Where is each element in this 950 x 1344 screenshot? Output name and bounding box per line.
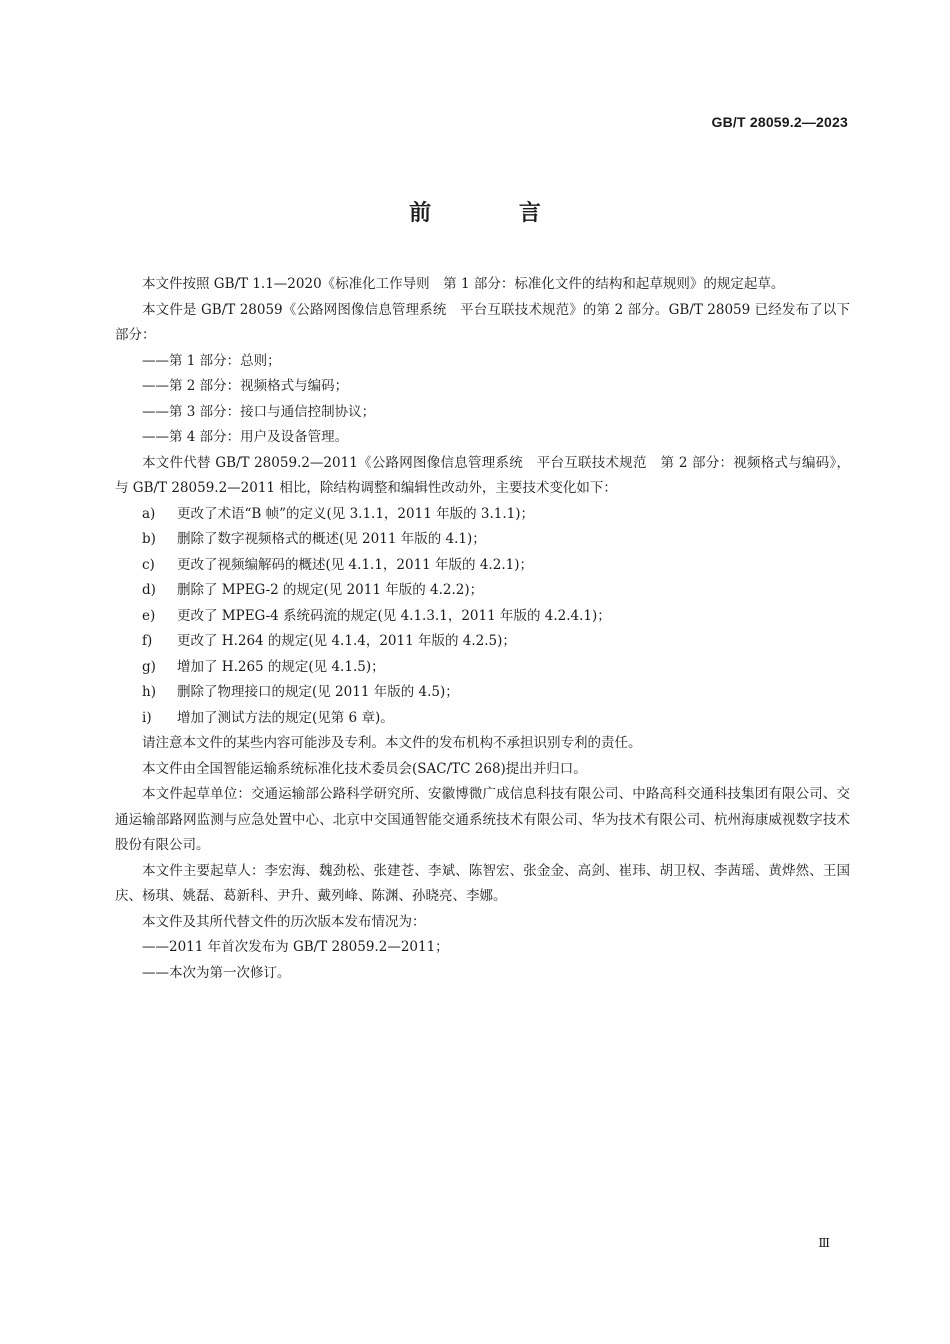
list-item-label: i) <box>142 709 152 726</box>
list-item: ——第 4 部分：用户及设备管理。 <box>142 429 349 445</box>
paragraph-drafting-units: 本文件起草单位：交通运输部公路科学研究所、安徽博微广成信息科技有限公司、中路高科交通科技集团有限公司、交通运输部路网监测与应急处置中心、北京中交国通智能交通系统技术有限公司、华为技术有限公司、杭州海康威视数字技术股份有限公司。 <box>115 786 850 853</box>
list-item <box>115 680 850 706</box>
list-item-text: 更改了 H.264 的规定(见 4.1.4，2011 年版的 4.2.5)； <box>177 633 516 649</box>
list-item-text: 增加了测试方法的规定(见第 6 章)。 <box>177 709 394 726</box>
list-item <box>115 629 850 655</box>
paragraph-replacement: 本文件代替 GB/T 28059.2—2011《公路网图像信息管理系统 平台互联技术规范 第 2 部分：视频格式与编码》，与 GB/T 28059.2—2011 相比，除结构调整和编辑性改动外，主要技术变化如下： <box>115 454 850 496</box>
list-item-label: b) <box>142 531 156 547</box>
list-item-label: e) <box>142 607 156 624</box>
list-item: ——第 1 部分：总则； <box>142 352 281 369</box>
paragraph-patent-notice: 请注意本文件的某些内容可能涉及专利。本文件的发布机构不承担识别专利的责任。 <box>142 735 642 751</box>
list-item <box>115 706 850 732</box>
list-item-label: g) <box>142 658 156 675</box>
list-item-label: c) <box>142 556 155 573</box>
list-item-label: h) <box>142 684 156 700</box>
list-item <box>115 604 850 630</box>
paragraph-drafting-rules: 本文件按照 GB/T 1.1—2020《标准化工作导则 第 1 部分：标准化文件的结构和起草规则》的规定起草。 <box>142 276 785 292</box>
list-item-text: 删除了物理接口的规定(见 2011 年版的 4.5)； <box>177 684 459 700</box>
list-item: ——2011 年首次发布为 GB/T 28059.2—2011； <box>142 939 449 955</box>
list-item <box>115 655 850 681</box>
list-item-text: 更改了 MPEG-4 系统码流的规定(见 4.1.3.1，2011 年版的 4.2.4.1)； <box>177 607 611 624</box>
list-item-text: 删除了 MPEG-2 的规定(见 2011 年版的 4.2.2)； <box>177 582 484 598</box>
list-item-label: a) <box>142 505 156 522</box>
list-item <box>115 527 850 553</box>
list-item: ——第 2 部分：视频格式与编码； <box>142 378 349 394</box>
list-item-label: d) <box>142 582 156 598</box>
document-body <box>115 272 850 986</box>
list-item-text: 更改了视频编解码的概述(见 4.1.1，2011 年版的 4.2.1)； <box>177 556 533 573</box>
document-code: GB/T 28059.2—2023 <box>711 114 848 130</box>
paragraph-series-intro: 本文件是 GB/T 28059《公路网图像信息管理系统 平台互联技术规范》的第 2 部分。GB/T 28059 已经发布了以下部分： <box>115 301 850 343</box>
list-item <box>115 578 850 604</box>
page-number: Ⅲ <box>818 1236 830 1250</box>
list-item-text: 删除了数字视频格式的概述(见 2011 年版的 4.1)； <box>177 531 486 547</box>
list-item-label: f) <box>142 633 153 649</box>
paragraph-drafters: 本文件主要起草人：李宏海、魏劲松、张建苍、李斌、陈智宏、张金金、高剑、崔玮、胡卫权、李茜瑶、黄烨然、王国庆、杨琪、姚磊、葛新科、尹升、戴列峰、陈渊、孙晓亮、李娜。 <box>115 862 850 904</box>
list-item-text: 更改了术语“B 帧”的定义(见 3.1.1，2011 年版的 3.1.1)； <box>177 505 534 522</box>
paragraph-version-history: 本文件及其所代替文件的历次版本发布情况为： <box>142 913 426 930</box>
list-item: ——本次为第一次修订。 <box>142 964 291 981</box>
page-title: 前 言 <box>409 201 581 226</box>
paragraph-proposer: 本文件由全国智能运输系统标准化技术委员会(SAC/TC 268)提出并归口。 <box>142 760 587 777</box>
list-item <box>115 502 850 528</box>
list-item: ——第 3 部分：接口与通信控制协议； <box>142 403 376 420</box>
list-item <box>115 553 850 579</box>
list-item-text: 增加了 H.265 的规定(见 4.1.5)； <box>177 658 385 675</box>
